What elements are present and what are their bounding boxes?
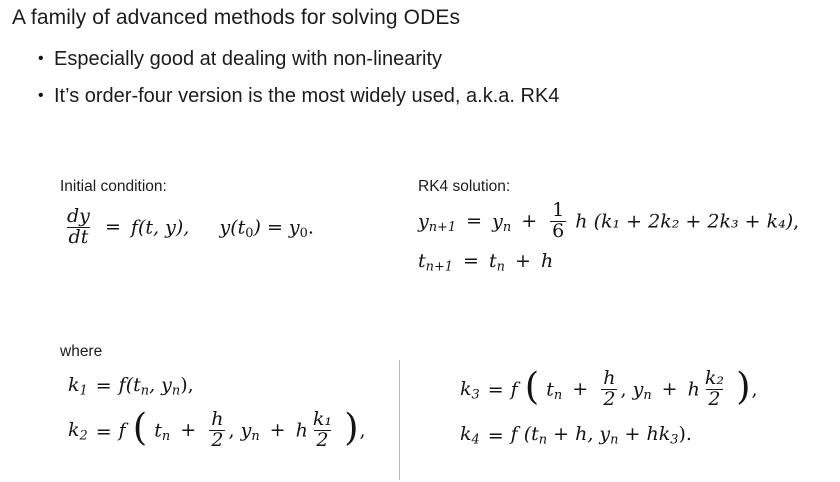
page-title: A family of advanced methods for solving ODEs bbox=[12, 6, 461, 29]
time-tn: t bbox=[489, 250, 497, 272]
rk4-yn-sub: n bbox=[502, 220, 512, 236]
k4-mid: + h, y bbox=[547, 422, 611, 445]
k2-h-num: h bbox=[211, 407, 224, 430]
time-lhs-sub: n+1 bbox=[425, 259, 453, 275]
where-label: where bbox=[60, 343, 103, 360]
k3-comma: , bbox=[620, 378, 627, 401]
k1-label bbox=[68, 372, 96, 401]
k2-h: h bbox=[295, 419, 308, 442]
table-row bbox=[68, 372, 366, 401]
equals-sign: = bbox=[95, 375, 112, 398]
plus-sign: + bbox=[180, 419, 197, 442]
k2-f: f bbox=[118, 419, 126, 442]
table-row bbox=[460, 368, 758, 413]
math-area bbox=[0, 160, 840, 482]
k3-tn: t bbox=[546, 378, 554, 401]
k2-index: 2 bbox=[79, 428, 88, 444]
rk4-lhs-sub: n+1 bbox=[428, 220, 457, 236]
k2-k1-num: k₁ bbox=[312, 407, 333, 430]
equals-sign: = bbox=[487, 425, 504, 448]
equals-sign: = bbox=[487, 379, 504, 402]
k3-yn: y bbox=[632, 378, 644, 401]
k3-h: h bbox=[687, 378, 700, 401]
k2-yn-sub: n bbox=[251, 428, 260, 444]
k2-yn: y bbox=[240, 419, 252, 442]
rk4-k-group: (k₁ + 2k₂ + 2k₃ + k₄) bbox=[593, 210, 794, 233]
k3-body: f ( tn + $\frac{h}{2}$ , yn + h $\frac{\text{k₂}}{2}$ ), bbox=[510, 365, 758, 410]
list-item bbox=[38, 46, 798, 72]
ic-lhs: y(t bbox=[219, 216, 246, 239]
k1-close: ), bbox=[180, 374, 194, 396]
k4-hk: + hk bbox=[618, 422, 671, 445]
k1-index: 1 bbox=[79, 383, 88, 399]
k4-k3-sub: 3 bbox=[670, 432, 679, 448]
list-item bbox=[38, 83, 798, 109]
dy-numerator: dy bbox=[67, 205, 90, 227]
plus-sign: + bbox=[572, 378, 589, 401]
k3-tn-sub: n bbox=[553, 388, 563, 404]
ic-rhs: ) = y bbox=[253, 216, 300, 239]
k1-body bbox=[119, 372, 366, 401]
k3-f: f bbox=[510, 378, 518, 401]
k1-symbol: k bbox=[68, 374, 80, 396]
rk4-solution-label: RK4 solution: bbox=[418, 178, 511, 195]
k3-k2-num: k₂ bbox=[704, 367, 725, 389]
equals-sign: = bbox=[95, 421, 112, 444]
initial-condition-label: Initial condition: bbox=[60, 178, 167, 195]
k3-label bbox=[460, 368, 488, 413]
vertical-divider bbox=[399, 360, 400, 480]
equals-sign: = bbox=[104, 216, 121, 239]
time-h: h bbox=[540, 250, 554, 272]
k3-two-den: 2 bbox=[603, 387, 616, 410]
k2-tn-sub: n bbox=[161, 428, 171, 444]
k2-two-den: 2 bbox=[211, 428, 224, 451]
k1-yn-sub: n bbox=[171, 383, 181, 399]
k1-yn: , y bbox=[149, 374, 172, 396]
k4-yn-sub: n bbox=[610, 432, 619, 448]
rk4-comma: , bbox=[793, 210, 800, 233]
k3-index: 3 bbox=[471, 387, 480, 403]
k4-close: ). bbox=[678, 422, 692, 445]
ic-period: . bbox=[307, 216, 314, 239]
k4-symbol: k bbox=[460, 422, 472, 445]
k3-k2-den: 2 bbox=[708, 387, 721, 410]
table-row bbox=[68, 401, 366, 454]
equals-sign: = bbox=[463, 250, 479, 272]
k-definitions-right bbox=[460, 365, 758, 449]
k2-comma-tail: , bbox=[359, 419, 366, 442]
k3-yn-sub: n bbox=[643, 388, 652, 404]
one-sixth-denominator: 6 bbox=[552, 219, 565, 242]
ic-lhs-sub: 0 bbox=[245, 226, 254, 242]
k4-f-open: f (t bbox=[510, 422, 539, 445]
equation-initial-condition bbox=[62, 205, 314, 249]
k4-body bbox=[511, 413, 758, 450]
time-tn-sub: n bbox=[496, 259, 505, 275]
ic-rhs-sub: 0 bbox=[299, 226, 308, 242]
bullet-list bbox=[38, 46, 798, 120]
k2-comma: , bbox=[228, 419, 235, 442]
k2-body: f ( tn + $\frac{h}{2}$ , yn + h $\frac{\text{k₁}}{2}$ ), bbox=[118, 405, 366, 451]
k2-k1-den: 2 bbox=[316, 428, 329, 451]
k1-tn-sub: n bbox=[140, 383, 150, 399]
k2-label bbox=[68, 401, 96, 454]
k2-tn: t bbox=[154, 419, 162, 442]
k-definitions-left bbox=[68, 372, 366, 453]
k3-h-num: h bbox=[603, 367, 616, 389]
k4-label bbox=[460, 413, 488, 450]
plus-sign: + bbox=[521, 210, 538, 233]
ode-rhs: f(t, y), bbox=[130, 216, 190, 239]
k4-tn-sub: n bbox=[538, 432, 548, 448]
time-lhs: t bbox=[418, 250, 426, 272]
table-row bbox=[460, 413, 758, 450]
dt-denominator: dt bbox=[68, 225, 89, 248]
rk4-lhs: y bbox=[418, 210, 429, 233]
plus-sign: + bbox=[661, 378, 678, 401]
equation-rk4-time bbox=[418, 252, 553, 275]
equation-rk4-update bbox=[418, 199, 800, 243]
bullet-text: It’s order-four version is the most widely used, a.k.a. RK4 bbox=[54, 85, 560, 107]
k3-comma-tail: , bbox=[751, 378, 758, 401]
bullet-dot-icon: • bbox=[38, 87, 44, 104]
plus-sign: + bbox=[515, 250, 531, 272]
bullet-text: Especially good at dealing with non-linearity bbox=[54, 48, 443, 70]
k2-symbol: k bbox=[68, 418, 80, 441]
one-sixth-numerator: 1 bbox=[552, 199, 565, 221]
rk4-yn: y bbox=[492, 210, 503, 233]
plus-sign: + bbox=[269, 419, 286, 442]
k1-f-open: f(t bbox=[118, 374, 141, 396]
bullet-dot-icon: • bbox=[38, 50, 44, 67]
rk4-h: h bbox=[575, 210, 588, 233]
k4-index: 4 bbox=[471, 432, 480, 448]
equals-sign: = bbox=[466, 210, 483, 233]
k3-symbol: k bbox=[460, 378, 472, 401]
